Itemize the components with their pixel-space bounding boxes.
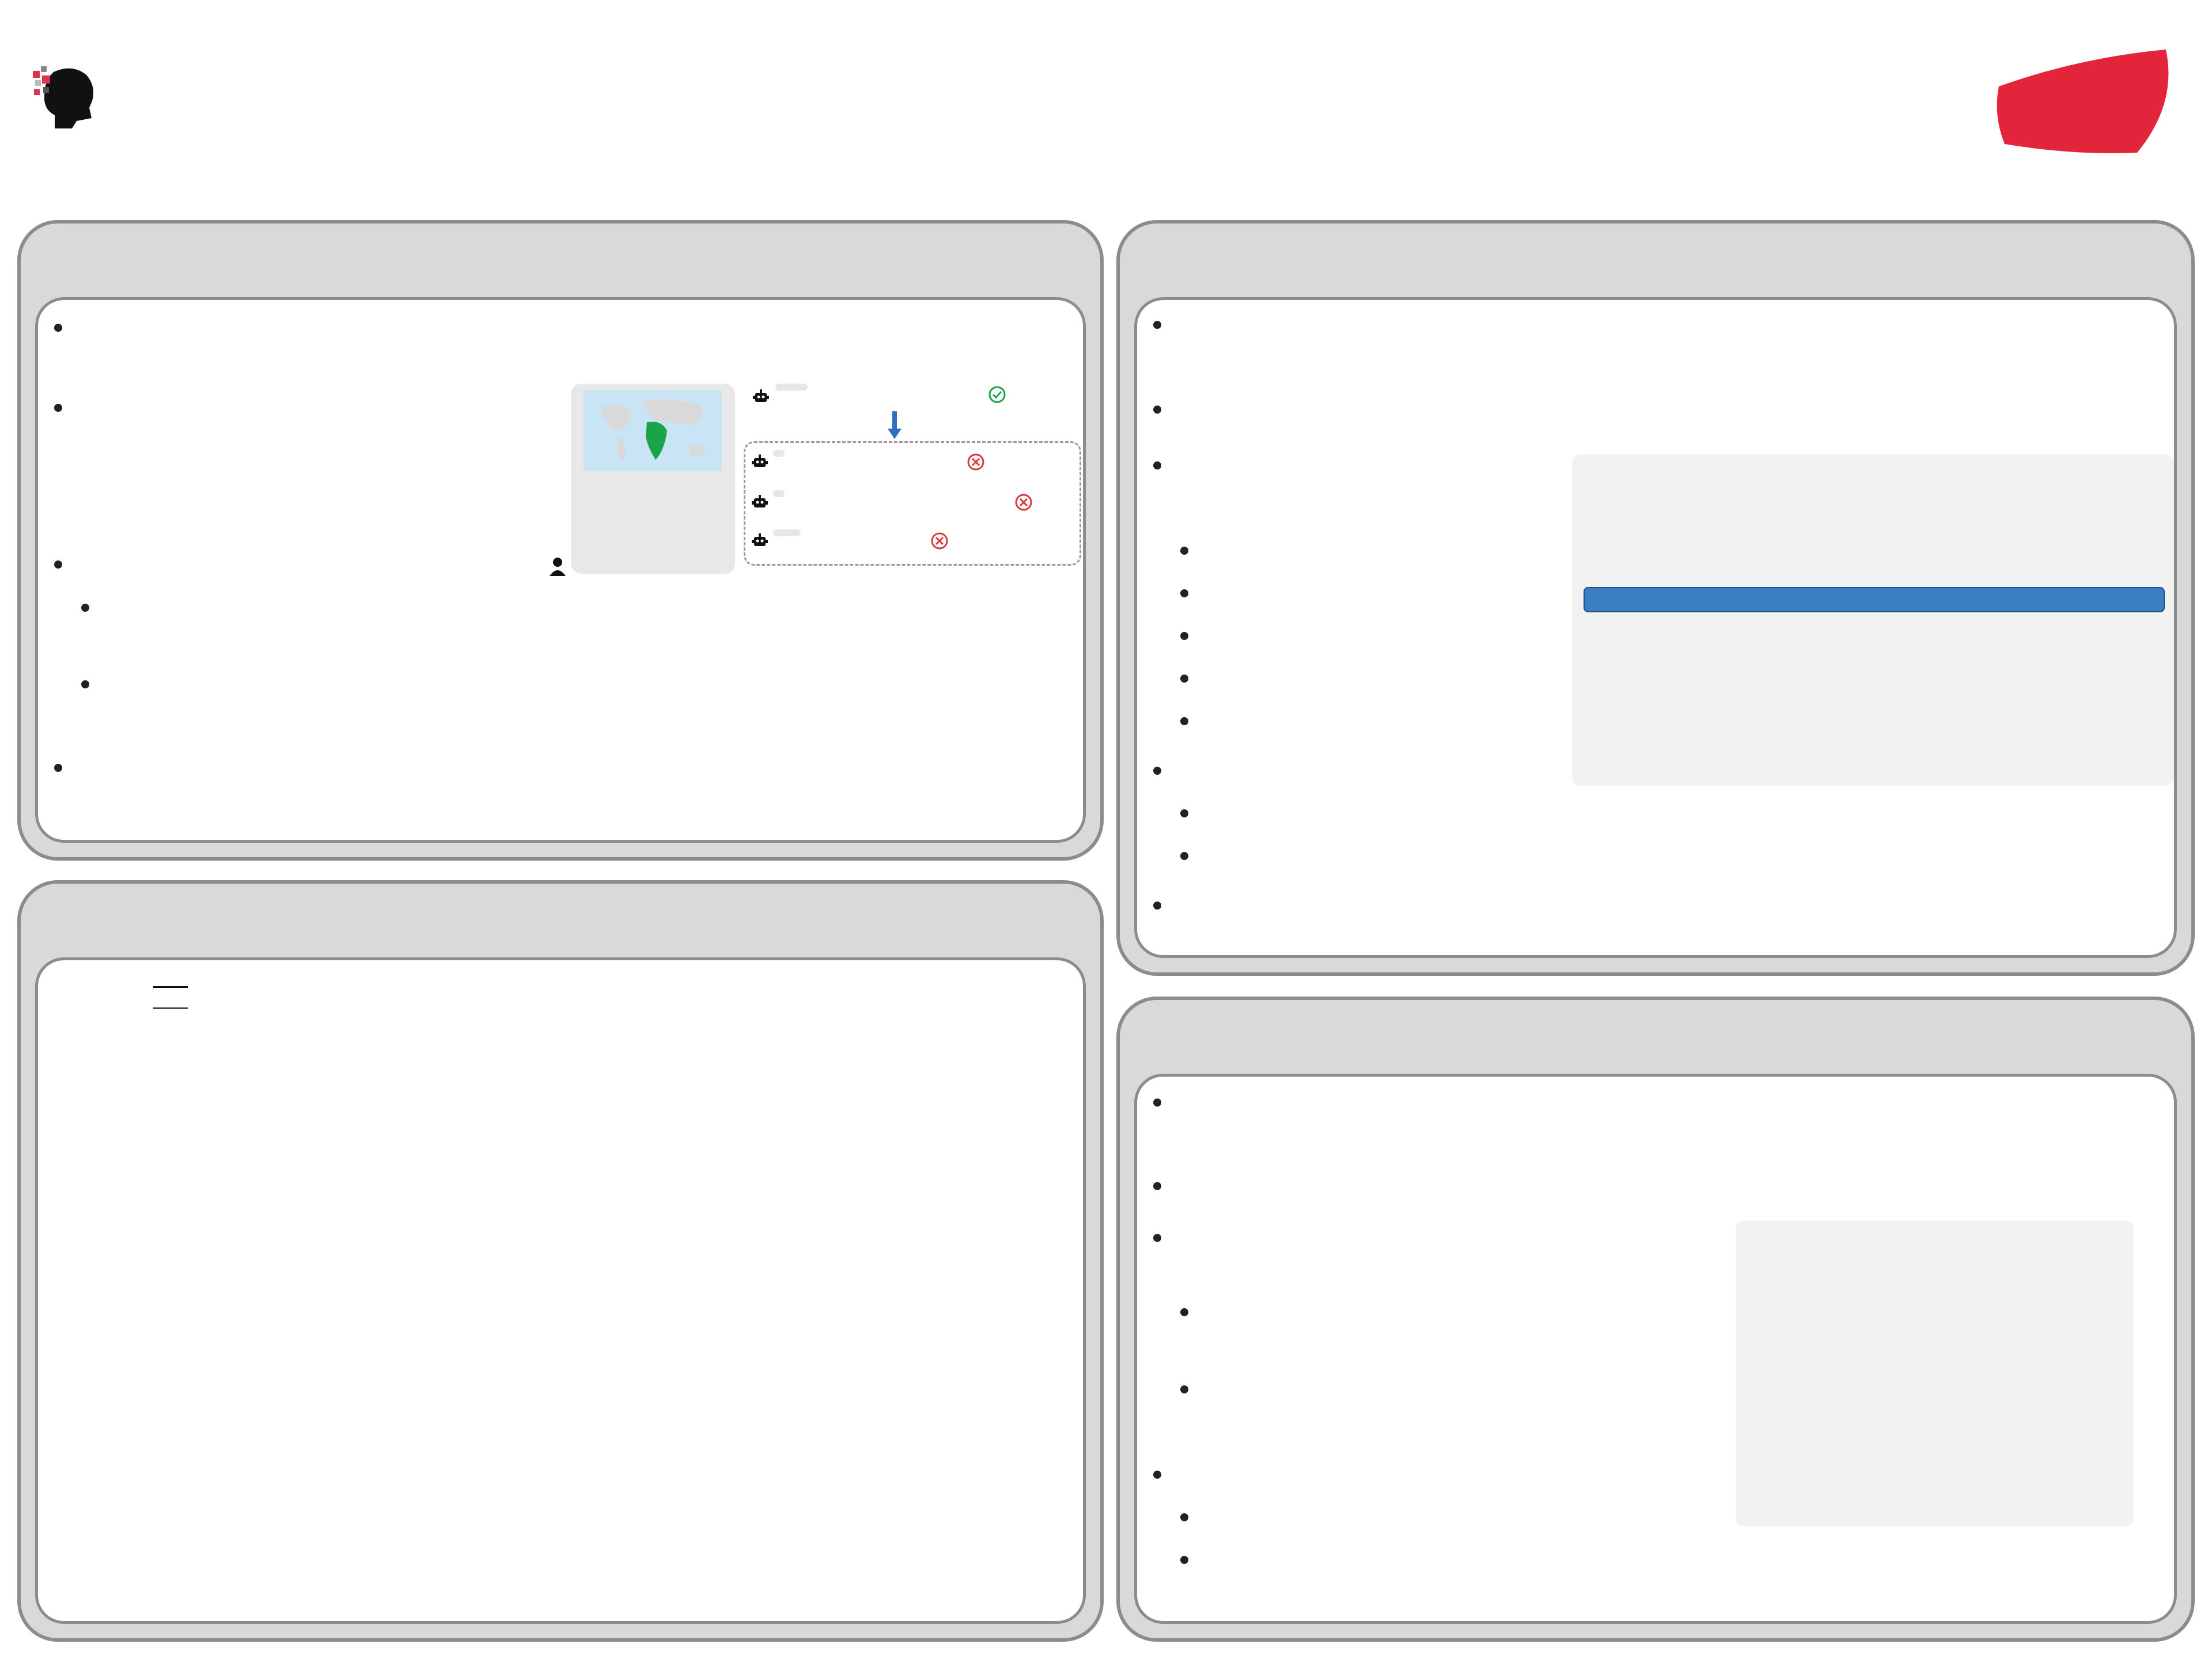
asd-panel	[1116, 220, 2195, 976]
robot-icon	[751, 532, 768, 550]
asd-paradigm-bar	[1584, 587, 2165, 612]
cross-icon	[967, 453, 984, 471]
reglora-figure	[1736, 1221, 2134, 1526]
robot-icon	[751, 453, 768, 471]
asd-figure	[1572, 454, 2174, 786]
robot-icon	[752, 388, 770, 406]
icml-head-icon	[32, 60, 101, 130]
abstract-panel	[17, 220, 1104, 861]
group-accuracy	[165, 987, 176, 1009]
asd-body	[1134, 297, 2177, 958]
user-icon	[548, 556, 567, 576]
reglora-panel	[1116, 997, 2195, 1642]
forgetting-box	[744, 441, 1081, 566]
robot-icon	[751, 494, 768, 511]
cross-icon	[1015, 494, 1032, 511]
response-chip-e	[773, 529, 801, 536]
icml-logo	[32, 55, 239, 135]
response-chip-d	[773, 490, 785, 497]
cityu-badge-icon	[1993, 46, 2177, 161]
down-arrow-icon	[888, 411, 902, 439]
experiments-panel	[17, 880, 1104, 1642]
world-map-image	[584, 391, 722, 471]
experiments-body	[35, 957, 1086, 1624]
group-aggregate	[176, 987, 188, 1009]
cross-icon	[931, 532, 948, 550]
reglora-body	[1134, 1074, 2177, 1624]
method-header	[153, 987, 165, 1009]
response-chip-b	[775, 384, 808, 391]
check-icon	[988, 386, 1006, 403]
results-table-block	[38, 960, 1090, 1283]
forgetting-figure	[545, 384, 1098, 585]
question-card	[571, 384, 735, 574]
response-chip-c	[773, 450, 785, 457]
abstract-body	[35, 297, 1086, 843]
cityu-logo	[1993, 46, 2177, 161]
results-table	[153, 986, 188, 1009]
